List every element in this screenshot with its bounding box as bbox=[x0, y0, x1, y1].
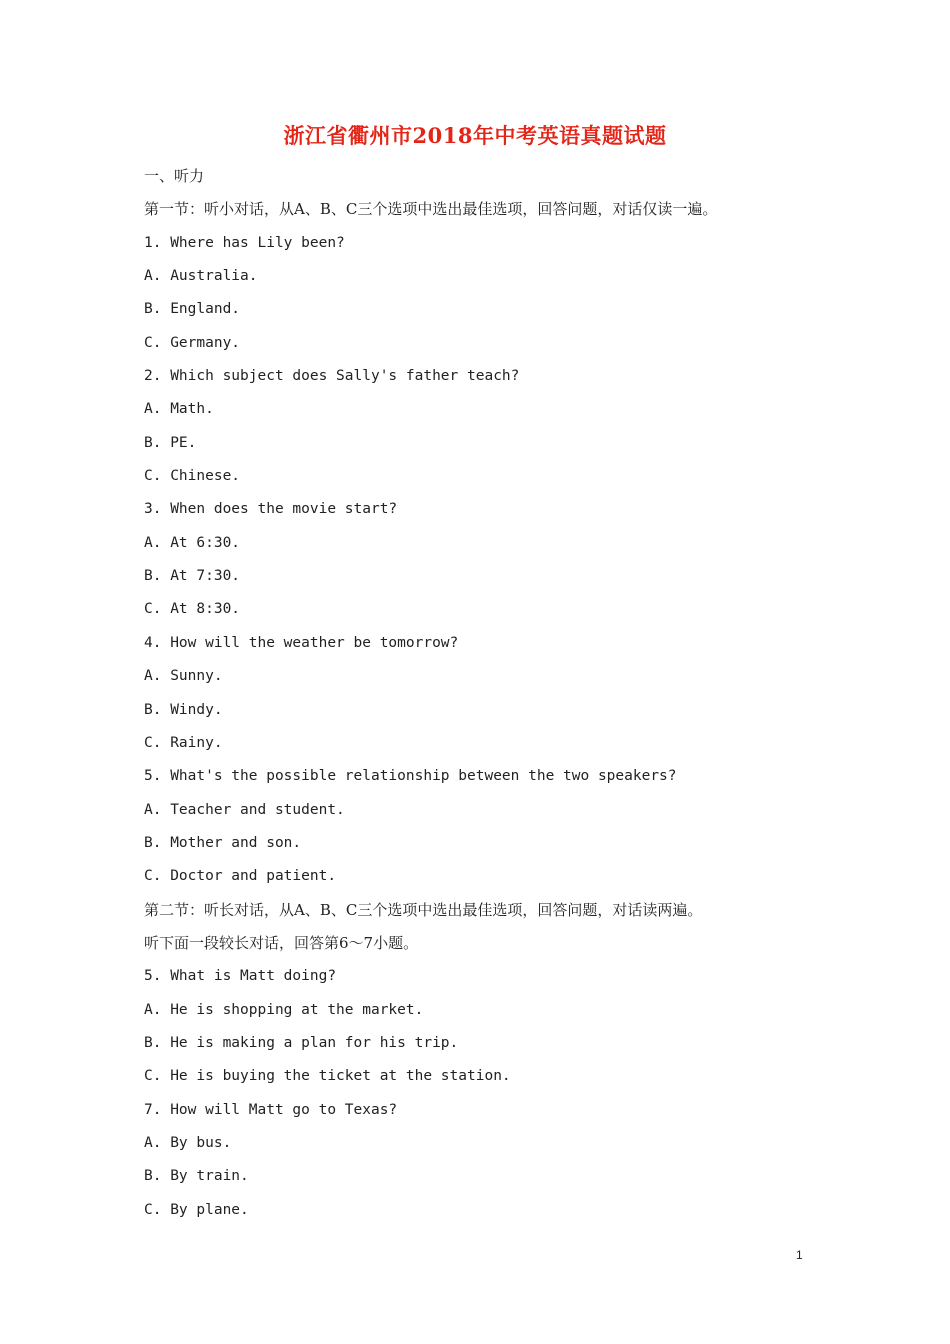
q5-option-a: A. Teacher and student. bbox=[144, 801, 345, 818]
question-6: 5. What is Matt doing? bbox=[144, 968, 337, 985]
q7-option-c: C. By plane. bbox=[144, 1201, 249, 1218]
section-heading: 一、听力 bbox=[144, 167, 205, 185]
q3-option-a: A. At 6:30. bbox=[144, 534, 241, 551]
q2-option-a: A. Math. bbox=[144, 401, 214, 418]
q1-option-c: C. Germany. bbox=[144, 334, 241, 351]
q1-option-b: B. England. bbox=[144, 301, 241, 318]
q4-option-a: A. Sunny. bbox=[144, 668, 223, 685]
q2-option-c: C. Chinese. bbox=[144, 468, 241, 485]
q4-option-b: B. Windy. bbox=[144, 701, 223, 718]
q3-option-b: B. At 7:30. bbox=[144, 568, 241, 585]
question-5: 5. What's the possible relationship between the two speakers? bbox=[144, 768, 677, 785]
part2-subinstruction: 听下面一段较长对话，回答第6～7小题。 bbox=[144, 933, 419, 952]
page-number: 1 bbox=[796, 1248, 803, 1262]
question-7: 7. How will Matt go to Texas? bbox=[144, 1101, 398, 1118]
question-4: 4. How will the weather be tomorrow? bbox=[144, 634, 459, 651]
q5-option-c: C. Doctor and patient. bbox=[144, 868, 337, 885]
exam-content bbox=[144, 160, 844, 1227]
question-2: 2. Which subject does Sally's father teach? bbox=[144, 368, 520, 385]
part1-instruction: 第一节：听小对话，从A、B、C三个选项中选出最佳选项，回答问题，对话仅读一遍。 bbox=[144, 200, 718, 219]
part2-instruction: 第二节：听长对话，从A、B、C三个选项中选出最佳选项，回答问题，对话读两遍。 bbox=[144, 900, 703, 919]
q6-option-c: C. He is buying the ticket at the station. bbox=[144, 1068, 511, 1085]
q1-option-a: A. Australia. bbox=[144, 268, 258, 285]
q7-option-a: A. By bus. bbox=[144, 1134, 232, 1151]
question-1: 1. Where has Lily been? bbox=[144, 234, 345, 251]
q6-option-b: B. He is making a plan for his trip. bbox=[144, 1034, 459, 1051]
page-title: 浙江省衢州市2018年中考英语真题试题 bbox=[283, 123, 667, 148]
q2-option-b: B. PE. bbox=[144, 434, 197, 451]
question-3: 3. When does the movie start? bbox=[144, 501, 398, 518]
q3-option-c: C. At 8:30. bbox=[144, 601, 241, 618]
q4-option-c: C. Rainy. bbox=[144, 734, 223, 751]
q7-option-b: B. By train. bbox=[144, 1168, 249, 1185]
q6-option-a: A. He is shopping at the market. bbox=[144, 1001, 424, 1018]
q5-option-b: B. Mother and son. bbox=[144, 834, 302, 851]
